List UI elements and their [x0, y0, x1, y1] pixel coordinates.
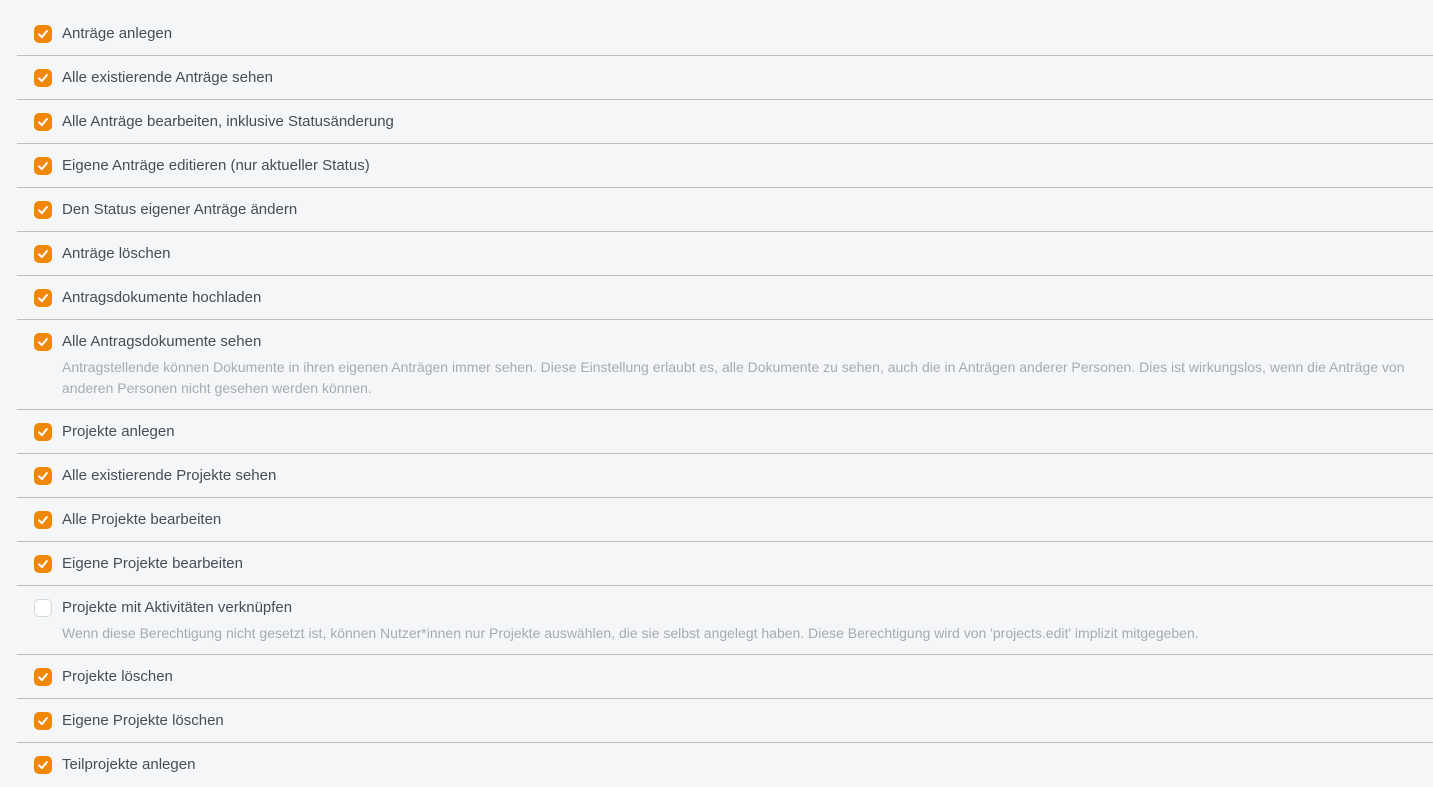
permission-checkbox[interactable]	[34, 201, 52, 219]
permission-row-main	[34, 410, 1419, 453]
checkmark-icon	[36, 291, 50, 305]
checkmark-icon	[36, 513, 50, 527]
checkmark-icon	[36, 670, 50, 684]
permission-row	[17, 410, 1433, 454]
permission-row	[17, 699, 1433, 743]
permission-label[interactable]: Den Status eigener Anträge ändern	[62, 200, 298, 218]
permission-row-main	[34, 699, 1419, 742]
permission-label[interactable]: Eigene Anträge editieren (nur aktueller Status)	[62, 156, 370, 174]
permission-checkbox[interactable]	[34, 289, 52, 307]
permission-row-main	[34, 100, 1419, 143]
permission-row	[17, 12, 1433, 56]
checkmark-icon	[36, 203, 50, 217]
permission-checkbox[interactable]	[34, 333, 52, 351]
permission-checkbox[interactable]	[34, 467, 52, 485]
permission-row-main	[34, 454, 1419, 497]
permission-label[interactable]: Eigene Projekte bearbeiten	[62, 554, 243, 572]
checkmark-icon	[36, 714, 50, 728]
permission-checkbox[interactable]	[34, 555, 52, 573]
checkmark-icon	[36, 469, 50, 483]
permission-row-main	[34, 655, 1419, 698]
checkmark-icon	[36, 335, 50, 349]
permission-row	[17, 56, 1433, 100]
permission-row	[17, 655, 1433, 699]
checkmark-icon	[36, 159, 50, 173]
permission-row-main	[34, 498, 1419, 541]
permission-row	[17, 320, 1433, 410]
permission-row	[17, 743, 1433, 786]
permission-label[interactable]: Teilprojekte anlegen	[62, 755, 196, 773]
permission-label[interactable]: Projekte löschen	[62, 667, 173, 685]
permission-checkbox[interactable]	[34, 668, 52, 686]
checkmark-icon	[36, 557, 50, 571]
permission-checkbox[interactable]	[34, 423, 52, 441]
permission-label[interactable]: Alle Projekte bearbeiten	[62, 510, 222, 528]
permission-checkbox[interactable]	[34, 113, 52, 131]
permissions-list	[17, 0, 1433, 786]
permission-row	[17, 586, 1433, 655]
permission-row	[17, 144, 1433, 188]
permission-label[interactable]: Alle Antragsdokumente sehen	[62, 332, 262, 350]
permission-checkbox[interactable]	[34, 712, 52, 730]
permission-checkbox[interactable]	[34, 756, 52, 774]
checkmark-icon	[36, 425, 50, 439]
permission-checkbox[interactable]	[34, 245, 52, 263]
permission-row-main	[34, 232, 1419, 275]
permission-checkbox[interactable]	[34, 25, 52, 43]
permission-checkbox[interactable]	[34, 69, 52, 87]
checkmark-icon	[36, 247, 50, 261]
permission-row-main	[34, 743, 1419, 786]
permission-description: Wenn diese Berechtigung nicht gesetzt ist, können Nutzer*innen nur Projekte auswählen, die sie selbst angelegt haben. Diese Berechtigung wird von 'projects.edit' implizit mitgegeben.	[62, 625, 1199, 641]
permission-row-main	[34, 276, 1419, 319]
permission-label[interactable]: Anträge anlegen	[62, 24, 173, 42]
permission-label[interactable]: Eigene Projekte löschen	[62, 711, 224, 729]
permission-row	[17, 100, 1433, 144]
checkmark-icon	[36, 71, 50, 85]
checkmark-icon	[36, 115, 50, 129]
permission-checkbox[interactable]	[34, 599, 52, 617]
permission-checkbox[interactable]	[34, 511, 52, 529]
permission-label[interactable]: Antragsdokumente hochladen	[62, 288, 262, 306]
permission-row	[17, 542, 1433, 586]
permission-row	[17, 276, 1433, 320]
permission-row	[17, 498, 1433, 542]
permission-row-main	[34, 12, 1419, 55]
permission-label[interactable]: Alle Anträge bearbeiten, inklusive Statusänderung	[62, 112, 394, 130]
permission-row-main	[34, 188, 1419, 231]
permission-row	[17, 188, 1433, 232]
permission-label[interactable]: Alle existierende Projekte sehen	[62, 466, 277, 484]
permission-label[interactable]: Anträge löschen	[62, 244, 171, 262]
permission-row	[17, 232, 1433, 276]
permission-row-main	[34, 144, 1419, 187]
permission-label[interactable]: Projekte mit Aktivitäten verknüpfen	[62, 598, 293, 616]
permission-checkbox[interactable]	[34, 157, 52, 175]
permission-row-main	[34, 542, 1419, 585]
permission-label[interactable]: Projekte anlegen	[62, 422, 175, 440]
checkmark-icon	[36, 27, 50, 41]
permission-row	[17, 454, 1433, 498]
checkmark-icon	[36, 758, 50, 772]
permission-label[interactable]: Alle existierende Anträge sehen	[62, 68, 273, 86]
permission-description: Antragstellende können Dokumente in ihren eigenen Anträgen immer sehen. Diese Einstellung erlaubt es, alle Dokumente zu sehen, auch die in Anträgen anderer Personen. Dies ist wirkungslos, wenn die Anträge von anderen Personen nicht gesehen werden können.	[62, 359, 1405, 396]
permission-row-main	[34, 56, 1419, 99]
